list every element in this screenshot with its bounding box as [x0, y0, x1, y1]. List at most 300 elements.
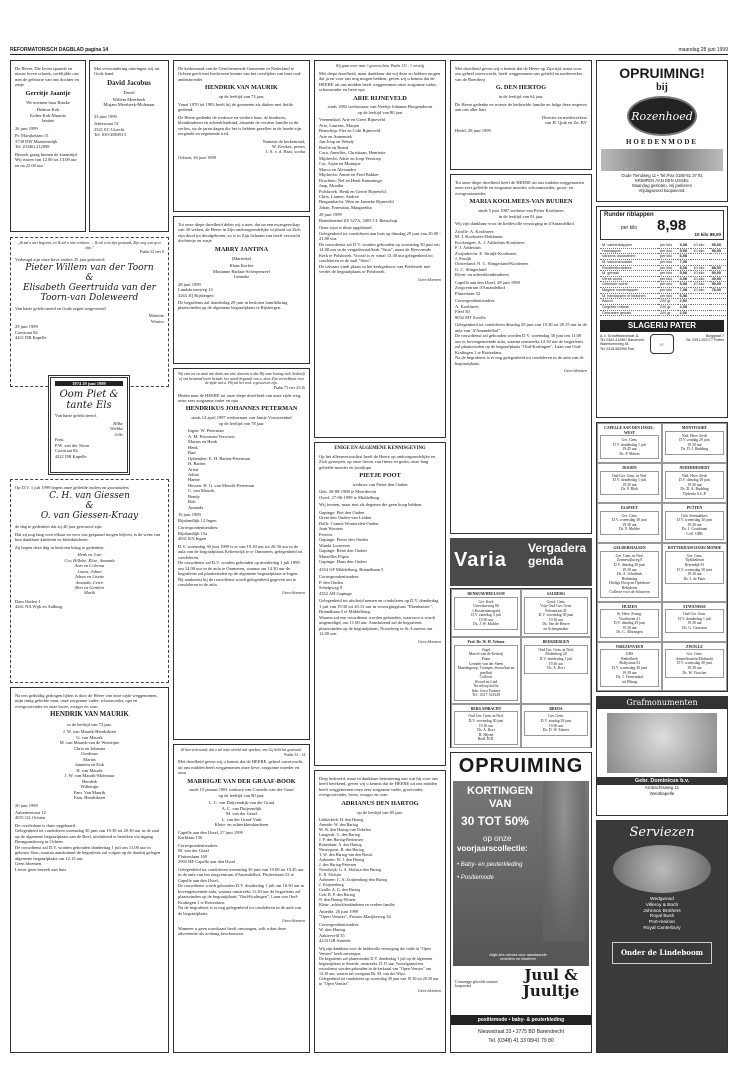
notice-date: 26 juni 1999	[15, 125, 38, 131]
agenda-place: RENKUM/HEELSUM	[467, 592, 505, 596]
rozenhoed-title: OPRUIMING!	[619, 65, 705, 81]
child-nickname: David	[123, 89, 135, 95]
teapot-photo	[613, 845, 711, 893]
deceased-name: PIETJE POOT	[359, 472, 401, 480]
agenda-place: ZWOLLE	[686, 644, 703, 649]
slagerij-addresses	[597, 334, 727, 354]
notice-address: Coestraat 84 4421 DB Kapelle	[15, 329, 47, 341]
notice-intro: Met verwondering ontvingen wij uit Gods hand	[94, 66, 160, 77]
notice-date: 16 juni 1999	[178, 512, 201, 518]
agenda-cell	[521, 704, 591, 748]
discount-line-3: 30 TOT 50%	[461, 813, 529, 828]
shop-name-2: Juultje	[522, 981, 580, 1000]
serviezen-title: Serviezen	[629, 825, 695, 840]
slagerij-name: SLAGERIJ PATER	[600, 320, 724, 332]
agenda-place: VRIEZENVEEN	[615, 644, 644, 649]
opruiming-ad	[450, 752, 592, 1053]
correspondence-address: Correspondentieadres: Rijnlandlijk 15a 4031 KN Ingen	[178, 525, 219, 542]
opruiming-photo-panel	[453, 781, 589, 966]
widow-note: sinds 15 januari 1981 weduwe van Cornelis van der Graaf	[189, 787, 294, 793]
notice-header: ENIGE EN ALGEMENE KENNISGEVING	[334, 446, 426, 451]
funeral-details: D.V. woensdag 30 juni 1999 is er van 19.30 uur tot 20.30 uur in de aula van de begraafplaats Keltenwijk te te Ommeren, gelegenheid tot condoleren. De rouwdienst zal D.V. worden gehouden op donderdag 1 juli 1999 om 14.00 uur in de aula te Ommeren, waarna om 14.30 uur de begrafenis zal plaatsvinden op de algemene begraafplaats te Ingen. Bij aankomst bij de rouwdienst wordt gelegenheid gegeven om te condoleren in de aula.	[178, 543, 303, 588]
deceased-name: HENDRIK VAN MAURIK	[50, 711, 129, 719]
verse: „Ik zal u niet begeven, en Ik zal u niet verlaten. ... Ik zal u tot zijn gewaard, Zijn weg wat op te zijn.”	[17, 241, 162, 250]
family-list: Zwolle: A. Koolmees M. J. Koolmees-Dekkman Kockengen: A. J. Addesluis-Koolmees P. J. Addesluis Zwijndrecht: E. Struijk-Koolmees J. Struijk Oosterland: N. C. Slingerland-Koolmees G. C. Slingerland Klein- en achterkleinkinderen	[455, 228, 529, 278]
agenda-details: Oud Ger. Gem. in Ned. D.V. woensdag 30 juni 19.30 uur Ds. A. Kort H. Hijsen Redl. H.D.	[454, 711, 518, 744]
agenda-cell	[451, 589, 521, 637]
notice-intro: Tot onze diepe droefheid delen wij u mee, dat na een zwangerschap van 30 weken, de Heere in Zijn ondoorgrondelijke wijsheid tot Zich zijn dood tot doodgeboren, zo is in Zijn lichaam van heeft verwacht dochtertje en zusje	[178, 222, 301, 244]
notice-address: Dam Oudert 1 4261 NA Wijk en Aalburg	[15, 598, 63, 610]
death-notice-pietje-poot	[314, 442, 446, 766]
notice-intro: De Heere, Die leven spaarde en nieuw leven schonk, verblijdde ons met de geboorte van ons dochter en zusje	[15, 66, 79, 88]
price-cell: 10 kilo	[693, 271, 705, 276]
deceased-name: G. DEN HERTOG	[495, 84, 547, 92]
notice-intro: Met droefheid geven wij u kennis dat de Heere op Zijn tijd, maar voor ons geheel onverwacht, heeft weggenomen ons geliefd en medewerker van de Boerderij	[455, 66, 583, 82]
spouse-name-1: Pieter Willem van der Toorn	[25, 263, 154, 274]
agenda-details: Ger. Kerk Utrechtseweg 80 't Kostermansgoed D.V. zaterdag 3 juli 19.30 uur Ds. J. W. Mulder	[454, 597, 518, 630]
no-flowers-note: Geen bloemen	[418, 276, 441, 282]
agenda-place: BERGAMBACHT	[470, 706, 502, 711]
verse-ref: Psalm 73 vers 23-26	[273, 385, 305, 390]
price-cell: 10 kilo	[693, 243, 705, 247]
price-cell: per kilo	[659, 288, 673, 292]
deceased-age: op de leeftijd van 80 jaar.	[218, 792, 265, 798]
dominicus-name: Gebr. Dominicus b.v.	[597, 777, 727, 786]
life-dates: Geb. 30-08-1908 te Meerdrecht Overl. 27-06-1999 te Middelburg	[319, 489, 380, 500]
agenda-details: Ger. Gem. Amstelfontein Midnacht D.V. woensdag 30 juni 19.30 uur Ds. W. Visscher	[665, 649, 724, 678]
price-cell: 200 gr.	[659, 299, 672, 304]
agenda-place: PUTTEN	[686, 506, 703, 511]
grafmonumenten-ad	[596, 696, 728, 816]
notice-date: 23 juni 1999	[94, 113, 117, 119]
notice-intro: Op D.V. 1 juli 1999 hopen onze geliefde ouders en grootouders	[15, 485, 129, 490]
church-agenda-grid	[596, 422, 728, 692]
notice-body-2: Dat zij nog lang voor elkaar en voor ons gespaard mogen blijven, is de wens van hun dankbare kinderen en kleinkinderen.	[15, 531, 161, 543]
no-flowers-note: Geen bloemen	[418, 638, 441, 644]
agenda-details: Ned. Herv. Kerk D.V. dinsdag 29 juni 19.30 uur Ds. D. A. Budding Tijdeeda S.G.P.	[665, 471, 724, 500]
notice-body: Wij treuren, maar niet als degenen die geen hoop hebben.	[319, 502, 423, 508]
notice-body: de dag te gedenken dat zij 40 jaar getrouwd zijn.	[15, 524, 103, 530]
notice-intro: Tot onze diepe droefheid heeft de HEERE uit ons midden weggenomen onze zeer geliefde en zorgzame moeder, schoonmoeder, groot- en overgrootmoeder	[455, 180, 584, 196]
price-cell: 10 kilo	[693, 282, 705, 287]
notice-intro: De kerkenraad van de Gereformeerde Gemeente in Nederland te Ochten geeft met leedwezen kennis van het overlijden van haar oud-ambtsbroeder	[178, 66, 302, 82]
notice-intro: Verheugd zijn onze lieve ouders 25 jaar getrouwd:	[15, 256, 106, 262]
funeral-details: Onze (opa is thuis opgebaard. Gelegenheid tot condoleren aan huis op dinsdag 29 juni van 20.00 - 21.00 uur. De rouwdienst zal D.V. worden gehouden op woensdag 30 juni om 14.00 uur in de vergaderzaal/kerk "Sion", naast de Hervormde Kerk te Polsbroek. Vooraf is er vanaf 13.30 uur gelegenheid tot condoleren in de zaal "Sion". De uitvaart vindt plaats in het kerkgebouw van Polsbroek met verder de begraafplaats te Polsbroek.	[319, 225, 441, 275]
price-cell: per kilo	[659, 248, 673, 253]
signatories: Mariette Wouter	[148, 313, 164, 324]
pig-logo: 🐖	[650, 334, 674, 354]
agenda-place: ROTTERDAM-IJSSELMONDE	[667, 546, 722, 551]
child-nickname: We noemen haar Rinske	[26, 99, 70, 105]
parents: Willem Meerbeek Mirjam Meerbeek-Molenaar	[103, 96, 155, 108]
agenda-details: Ger. Gem. in Ned. Zonnewijkweg 8 D.V. dinsdag 29 juni 19.30 uur Ds. A. Schultink Bediening Heilige Doop en Openbare Belijdenis Collecte voor de Schuiven	[600, 551, 659, 598]
price-cell: M. gehakt	[602, 271, 619, 276]
price-cell: 10 kilo	[693, 265, 705, 270]
price-cell: Verse worst	[602, 276, 622, 281]
agenda-cell	[451, 704, 521, 748]
price-cell	[691, 310, 709, 316]
notice-address: Landskroonweg 13 3263 JQ Rijsbergen	[178, 287, 214, 298]
agenda-place: MONTFOORT	[681, 426, 708, 430]
funeral-details: De overledene is thuis opgebaard. Gelegenheid tot condoleren woensdag 30 juni van 19.30 tot 20.30 uur in de zaal op de algemene begraafplaats aan de Boel, uitsluitend te bereiken via ingang Bosngrandsweg in Ochten. De rouwdienst zal D.V. worden gehouden donderdag 1 juli om 11.00 uur in gebouw Sion, waarna aansluitend de begrafenis zal volgen op de daarbij gelegen algemene begraafplaats om 12.15 uur. Geen bloemen Liever geen bezoek aan huis	[15, 822, 161, 872]
death-notice-peterman	[173, 368, 310, 740]
correspondence-address: Correspondentieadres: A. Koolmees Fleel 30 8032 MT Zwolle	[455, 298, 496, 320]
birth-notice-rinske	[10, 60, 86, 232]
agenda-details: St. Herv. Evang. Voorhaven 41 D.V. dinsdag 29 juni 19.30 uur Ds. C. Albrangen	[600, 609, 659, 638]
notice-address: Jekerstraat 51 3521 EC Utrecht Tel. 030-2883913	[94, 121, 126, 138]
notice-date: 29 juni 1999	[15, 324, 38, 330]
header-right: maandag 28 juni 1999	[678, 47, 728, 53]
rozenhoed-bij: bij	[656, 82, 668, 94]
notice-intro: Met droefheid geven wij u kennis dat de HEERE, geheel onverwacht, uit ons midden heeft weggenomen onze lieve, zorgzame moeder en oma	[178, 759, 304, 776]
notice-date: 28 juni 1999	[319, 212, 342, 218]
price-cell: per kilo	[659, 271, 673, 276]
notice-intro: Met diepe droefheid, maar dankbaar dat wij deze zo hebben mogen dat ja en voor ons nog mogen hebben, geven wij u kennis dat de HEERE uit ons midden heeft weggenomen onze zorgzame vader, schoonvader en lieve opa	[319, 70, 441, 93]
rozenhoed-address: Oude Tiendweg 11 • Tel./Fax 0180-51 37 91 KRIMPEN AAN DEN IJSSEL	[621, 172, 703, 183]
lindeboom-logo: Onder de Lindeboom	[612, 942, 712, 965]
agenda-place: DOORN	[622, 466, 637, 471]
funeral-details: Gelegenheid tot condoleren dinsdag 29 juni van 19.30 tot 20.15 uur in de aula van "d'Amandelhof". De rouwdienst zal gehouden worden D.V. woensdag 30 juni om 11.00 uur in bovengenoemde aula, waarna omstreeks 12.30 uur de begrafenis zal plaatsvinden op de begraafplaats "Oud-Kralingen", Laan van Oud-Kralingen 1 te Rotterdam. Na de begrafenis is er nog gelegenheid tot condoleren in de aula van de begraafplaats.	[455, 322, 587, 366]
agenda-cell	[662, 423, 727, 463]
family-list: Ingen: W. Peterman A. M. Peterman-Verwoert Marius en Henk Henk Bart Ophenden: E. H. Barten-Peterman H. Barten Arien Jolina Hanne Hessen: H. G. van Mourik-Peterman C. van Mourik Bendy Rob Amanda	[188, 428, 254, 510]
deceased-age: in de leeftijd van 64 jaar.	[498, 94, 544, 100]
family-list: Veenendaal: Arie en Greet Rijneveld Arie, Laurens, Marjan Benschop: Piet en Cobi Rijneveld Arie en Annemiek Jan-Joop en Wendy Roelie en Ruard Cora, Annelies, Christiaan, Henriette Mijdrecht: Adrie en Joop Verstoep Cor, Arjan en Monique Marco en Alexandra Mijdrecht: Annie en Fred Bakker Drachten: Nel en Henk Kamminga Jaap, Monika Polsbroek: Henk en Gerrie Rijneveld Chris, Lianne, Andrea Bergambacht: Wim en Janneke Rijneveld Johan, Ernestina, Margaretha	[319, 117, 394, 210]
notice-date: Capelle aan den IJssel, 28 juni 1999 Zorgcentrum d'Amandelhof Fluiterlaan 52	[455, 279, 520, 296]
notice-intro: Diep bedroefd, maar in dankbare herinnering aan wat hij voor ons heeft betekend, geven wij u kennis dat de HEERE uit ons midden heeft weggenomen onze zeer zorgzame vader, grootvader, overgrootvader, broer, zwager en oom	[319, 776, 438, 798]
price-cell: 2,98	[679, 304, 687, 309]
birth-notice-david	[89, 60, 169, 232]
price-cell: Magere runderlappen	[602, 288, 639, 292]
deceased-name: MARRIGJE VAN DER GRAAF-BOOK	[187, 777, 296, 785]
notice-address: Rijnlandlijk 12 Ingen	[178, 517, 217, 523]
death-notice-van-maurik	[10, 687, 169, 1053]
family-list: Klaas Korber Marianne Barlaar-Scherpenzeel Lenneke	[212, 263, 270, 280]
verse: Wij gaan weer naar 't geweest hem. Psalm 131 : 1 vervolg	[335, 64, 425, 68]
wishes: Van harte gefeliciteerd en Gods zegen toegewenst!	[15, 305, 107, 311]
page-body	[10, 60, 728, 1055]
agenda-cell	[662, 463, 727, 503]
varia-agenda-grid	[450, 588, 592, 748]
gravestone-photo	[607, 713, 717, 773]
notice-body: Wij zijn dankbaar voor de liefdevolle verzorging in d'Amandelhof.	[455, 221, 576, 227]
verse-ref: Psalm 31 : 14	[284, 752, 305, 757]
agenda-place: GELDERMALSEN	[613, 546, 646, 551]
family-list: J. W. van Maurik-Hendriksen G. van Maurik M. van Maurik-van de Woestijne Chris en Johanna Gerdinus Marius Jannetta en Erik H. van Maurik J. W. van Maurik-Molenaar Hendrik Willemijn Fam. Van Maurik Fam. Hendriksen	[59, 729, 120, 801]
shop-address: Nieuwstraat 33 • 2775 BD Barendrecht	[478, 1029, 564, 1035]
agenda-cell	[597, 463, 662, 503]
price-cell: 5,98	[679, 271, 687, 276]
price-cell: 59,00	[711, 271, 722, 276]
price-cell: 6,98	[679, 293, 687, 298]
deceased-name: MARRY JANTINA	[214, 245, 269, 253]
price-cell: per kilo	[659, 254, 673, 259]
agenda-details: Ger. Gem. D.V. woensdag 30 juni 19.30 uur Ds. P. Mulder	[600, 511, 659, 535]
agenda-cell	[662, 642, 727, 691]
price-cell: per kilo	[659, 276, 673, 281]
correspondence-address: Correspondentieadres: P. den Ouden Schelpweg 9 4352 AH Gapinge	[319, 574, 360, 596]
death-notice-kerkenraad	[173, 60, 310, 212]
children: Hilke Wiebke Jelle	[110, 420, 123, 437]
no-flowers-note: Geen bloemen	[564, 368, 587, 374]
deceased-nickname: (Marrieke)	[231, 255, 252, 261]
price-cell: Gekruide worst	[602, 282, 628, 287]
agenda-place: BREDA	[549, 706, 563, 711]
ribs-price: 8,98	[657, 217, 687, 234]
notice-body-2: De Heere gedenke de weduwe en verdere haar, de kinderen, kleinkinderen en achterkleinkind, alsmede de verdere familie in dit verlies, na de jaren dagen die het is hebben gezellen in de hoede zijn zorgende en zegenende tred.	[178, 114, 302, 137]
deceased-name: MARIA KOOLMEES-VAN BUUREN	[469, 198, 573, 206]
parents: Helmus Kok Esther Kok-Mauritz Jantine	[29, 107, 67, 124]
varia-banner	[450, 538, 592, 586]
price-cell: 59,00	[711, 243, 722, 247]
agenda-cell	[597, 543, 662, 601]
price-cell: 7,98	[679, 259, 687, 264]
ribs-promo	[600, 210, 724, 240]
agenda-details: Geb. Steenakkers D.V. woensdag 30 juni 19.30 uur Ds. J. Goudriaan Coll. GBB	[665, 511, 724, 540]
price-cell: Gebraden gehakt	[602, 310, 632, 315]
price-cell: 49,00	[711, 276, 722, 281]
notice-address: 4354 GP Middelburg, Briandbaan 5	[319, 566, 384, 572]
funeral-details: Gelegenheid tot afscheid nemen en condoleren op D.V. donderdag 1 juli van 19.30 tot 20.15 uur in verzorgingshuis "Ebenhaezer", Briandbaan 5 te Middelburg. Waarna zal een rouwdienst worden gehouden, waarvoor u wordt uitgenodigd, om 11.00 uur. Aansluitend zal de begrafenis plaatsvinden op de begraafplaats, Noordweg te St.-Laurens om 12.00 uur.	[319, 598, 439, 637]
deceased-age: op de leeftijd van 85 jaar.	[357, 809, 403, 815]
price-cell: per kilo	[659, 259, 673, 264]
deceased-age: op de leeftijd van 78 jaar.	[218, 420, 265, 426]
price-cell: 10 kilo	[693, 288, 705, 292]
wishes: Van harte gefeliciteerd.	[55, 413, 97, 419]
agenda-details: Ger. Gem. D.V. donderdag 1 juli 19.45 uur Ds. P. Mieras	[600, 435, 659, 459]
no-flowers-note: Geen bloemen	[282, 589, 305, 595]
funeral-details: Wij zijn dankbaar voor de liefdevolle verzorging die vader in "Open Venster" heeft ontvangen. De begrafenis zal plaatsvinden D.V. donderdag 1 juli op de algemene begraafplaats te Ameide, omstreeks 15.15 uur. Voorafgaand een rouwdienst worden gehouden in de kerkzaal van "Open Venster" om 14.30 uur, waarin zal voorgaan Ds. M. van der Wijst. Gelegenheid tot condoleren op woensdag 30 juni van 19.30 tot 20.30 uur in "Open Venster".	[319, 945, 439, 986]
notice-date: 28 juni 1999	[178, 281, 201, 287]
discount-line-4: op onze	[483, 834, 512, 844]
deceased-name: HENDRIKUS JOHANNES PETERMAN	[185, 405, 298, 413]
agenda-cell	[597, 642, 662, 691]
shop-logo	[515, 968, 587, 1012]
jubilee-name: Oom Piet & tante Els	[59, 389, 119, 412]
price-cell: Runderstoofvlees	[602, 265, 632, 270]
deceased-age: in de leeftijd van 91 jaar.	[498, 213, 544, 219]
anniversary-van-der-toorn	[10, 237, 169, 387]
price-cell: per kilo	[659, 282, 673, 287]
verse-ref: Psalm 22 vers 8	[139, 250, 164, 255]
price-cell: M. varkenslappen	[602, 243, 632, 247]
agenda-cell	[521, 637, 591, 704]
jubilee-years: 1974 29 juni 1999	[55, 381, 123, 386]
price-cell: 200 gr.	[659, 304, 672, 309]
notice-date: Capelle aan den IJssel, 27 juni 1999 Kerklaan 136	[178, 829, 243, 841]
widow-note: weduwe van Pieter den Ouden	[352, 481, 408, 487]
serviezen-ad	[596, 820, 728, 1053]
dominicus-address: Ambachtsweg 11 Westkapelle	[644, 785, 680, 796]
price-cell: Hamlappen	[602, 248, 622, 253]
signatories: Namens de kerkenraad, W. Keukes, preses J. A. v. d. Haar, scriba	[262, 138, 305, 155]
price-cell: 2,50	[679, 310, 687, 315]
agenda-place: CAPELLE AAN DEN IJSSEL-WEST	[604, 426, 655, 435]
notice-intro: Op het alleenverwachtst heeft de Heere op ondoorgrondelijke en Zich geroepen, op onze lieven van finers en gezin, onze lang geliefde moeder en (oud)opa	[319, 453, 436, 470]
widow-note: sinds 1982 weduwnaar van Neeltje Johanna Hoogendoorn	[327, 104, 433, 110]
agenda-place: BEEKBERGEN	[542, 640, 570, 645]
agenda-details: GBS Bethelkerk Abdijstraat 81 D.V. woensdag 30 juni 19.30 uur Ds. J. Veenendaal uit Elburg	[600, 649, 659, 687]
spouse-name-2: Elisabeth Geertruida van der Toorn-van Doleweerd	[23, 283, 156, 304]
price-cell: Varkens dooisdelen	[602, 254, 636, 259]
anniversary-van-giessen	[10, 479, 169, 683]
price-cell: 10 kilo	[693, 248, 705, 253]
rozenhoed-brand: Rozenhoed	[631, 109, 693, 123]
deceased-name: ARIE RIJNEVELD	[353, 94, 407, 102]
discount-line-5: voorjaarscollectie:	[457, 844, 528, 854]
price-cell: 5,98	[679, 282, 687, 287]
shop-tagline: positiemode • baby- & peuterkleding	[451, 1015, 591, 1025]
rozenhoed-ad	[596, 60, 728, 202]
price-cell: 4,98	[679, 276, 687, 281]
agenda-details: Oud Ger. Gem. in Ned. D.V. donderdag 1 juli 19.30 uur Ds. P. Blok	[600, 471, 659, 495]
page-header	[10, 46, 728, 55]
correspondence-address: Correspondentieadres: W. den Hartog Aakterveld 35 4233 GB Ameide	[319, 921, 360, 944]
death-notice-den-hartog	[314, 770, 446, 1053]
agenda-details: Ned. Herv. Kerk D.V. zondag 29 juni 19.30 uur Ds. D. J. Budding	[665, 431, 724, 455]
agenda-cell	[662, 602, 727, 642]
rozenhoed-logo	[627, 96, 697, 136]
notice-body: De Heere gedenke en troeste de bedroefde familie en helge deze respeten aan ons aller hart.	[455, 101, 587, 113]
notice-footer: Wanneer u geen rouwkaart heeft ontvangen, wilt u dan deze advertentie als zodanig beschouwen.	[178, 925, 286, 937]
header-left: REFORMATORISCH DAGBLAD pagina 14	[10, 47, 109, 53]
agenda-cell	[662, 503, 727, 543]
rozenhoed-sub: HOEDENMODE	[625, 138, 699, 147]
agenda-place: STAVENISSE	[683, 604, 706, 609]
spouse-name-1: C. H. van Giessen	[49, 491, 130, 502]
notice-body: Vanaf 1970 tot 1983 heeft hij de gemeente als diaken met liefde gediend.	[178, 101, 293, 113]
price-cell: Gegrilde rollade	[602, 304, 629, 309]
notice-date: Hedel, 28 juni 1999	[455, 127, 491, 133]
family-list: L. C. van Duijvendijk-van der Graaf A. C. van Duijvendijk M. van der Graaf L. van der Graaf-Vuik Klein- en achterkleinkinderen	[208, 800, 275, 828]
slagerij-pater-ad	[596, 206, 728, 418]
ribs-bulk-price: 10 kilo 88,00	[694, 231, 721, 237]
agenda-details: Orgel Marcel van de Ketterij Piano Leander van der Steen Muziekgroep, Trompet, dwarsfluit en panfluit Collecte Woord en Lied Na afloop koffie Info: Joost Fransse Tel.: 0317-313349	[454, 645, 518, 701]
price-cell: per kilo	[659, 243, 673, 247]
deceased-age: in de leeftijd van 73 jaar.	[67, 721, 112, 727]
price-cell: per kilo	[659, 265, 673, 270]
deceased-name: HENDRIK VAN MAURIK	[205, 84, 278, 92]
death-notice-rijneveld	[314, 60, 446, 438]
discount-line-2: VAN	[489, 798, 512, 811]
price-cell: 2,50	[679, 299, 687, 304]
funeral-details: Gelegenheid tot condoleren woensdag 30 juni van 19.00 tot 19.45 uur in de aula van het zorgcentrum d'Amandelhof, Fluiterslaan 52 te Capelle aan den IJssel. De rouwdienst wordt gehouden D.V. donderdag 1 juli om 10.30 uur in bovengenoemde aula, waarna omstreeks 11.30 uur de begrafenis zal plaatsvinden op de begraafplaats "Oud-Kralingen", Laan van Oud-Kralingen 1 te Rotterdam. Na de begrafenis is er nog gelegenheid tot condoleren in de aula van de begraafplaats.	[178, 866, 305, 916]
ribs-perkilo: per kilo	[621, 225, 638, 231]
notice-address: Pr. Marijkelaan 15 3738 DW Maartensdijk Tel. (0346) 212098	[15, 133, 58, 150]
ribs-title: Runder riblappen	[604, 212, 654, 218]
correspondence-address: Correspondentieadres: M. van der Graaf Fluiterslaan 169 2903 HE Capelle aan den IJssel	[178, 842, 236, 865]
widow-note: sinds 14 april 1987 weduwnaar van Jantje Voorsteenbul	[191, 415, 292, 421]
price-cell: 5,98	[679, 248, 687, 253]
agenda-cell	[597, 423, 662, 463]
agenda-place: ELSPEET	[620, 506, 639, 511]
agenda-details: Geref. Gem. Vrije Oud Ger. Gem. Polenstraat 41 D.V. woensdag 30 juni 19.30 uur Ds. Van de Heuve en Scheepmaker	[524, 597, 588, 635]
family-list: Lekkerkerk: H. den Hartog Ameide: W. den Hartog M. W. den Hartog-van Nobelen Langerak: G. den Hartog J. P. den Hartog-Bertouwer Rotterdam: A. den Hartog Nieuwpoort: B. den Hartog T. W. den Hartog-van den Bosch Aalsmeer: W. J. den Hartog J. den Hartog-Petersen Noordwijk: G. A. Slofstra-den Hartog E. R. Slofstra Aalsmeer: C. A. Zwijnenburg-den Hartog J. Zwijnenburg Geulle: A. G. den Hartog Uzk: B. P. den Hartog N. den Hartog-Witteer Klein-, achterkleinkinderen en verdere familie	[319, 817, 395, 907]
opruiming-note: Altijd iets nieuws voor aanstaande moeders en kinderen	[489, 952, 547, 962]
price-cell: per kilo	[659, 293, 673, 298]
price-cell: 6,98	[679, 254, 687, 259]
agenda-place: NEDERHEMERT	[679, 466, 710, 471]
grafmonumenten-title: Grafmonumenten	[597, 697, 727, 709]
model-photo	[543, 781, 585, 941]
rozenhoed-hours: Maandag gesloten, vrij parkeren Vrijdagavond koopavond.	[632, 183, 692, 194]
agenda-cell	[662, 543, 727, 601]
price-cell: M. hamlappen of lindonen	[602, 293, 646, 298]
widow-note: sinds 5 juni 1987 weduwe van Pieter Koolmees	[478, 208, 564, 214]
agenda-place: SALBERG	[546, 592, 566, 596]
death-notice-marry-jantina	[173, 216, 310, 364]
agenda-place: Prof. Dr. W. H. Velema	[467, 640, 505, 645]
child-name: Gerritje Jaantje	[25, 89, 71, 97]
varia-title: Varia	[454, 549, 507, 571]
agenda-details: Ger. Gem. Tijdsbekeurt Rejendijk 81 D.V. woensdag 30 juni 19.30 uur Ds. J. de Pater	[665, 551, 724, 584]
brand-list: Wedgwood Villeroy & Boch Johnson Brothers Royal Bush Port-meirion Royal Canterbury	[643, 896, 681, 932]
agenda-details: Ger. Gem. D.V. zondag 29 juni 19.30 uur Ds. D. W. Taimer	[524, 711, 588, 735]
agenda-cell	[521, 589, 591, 637]
no-flowers-note: Geen bloemen	[418, 987, 441, 993]
death-notice-koolmees	[450, 174, 592, 534]
notice-address: Benedeneind ZZ 327A, 3405 CL Benschop	[319, 217, 398, 223]
notice-intro: Na een geduldig gedragen lijden is door de Heere van onze zijde weggenomen, mijn innig geliefde man, onze zorgzame vader, schoonvader, opa en overgrootvader en onze broer, zwager en oom	[15, 693, 158, 709]
bullet-baby: • Baby- en peuterkleding	[457, 861, 523, 868]
family-address: Fam. P.W. van der Toorn Coestraat 84 4421 DB Kapelle	[55, 437, 90, 459]
ampersand: &	[85, 501, 94, 512]
price-row	[600, 310, 726, 316]
price-cell: M. varkensrollade	[602, 259, 632, 264]
price-cell: 5,98	[679, 243, 687, 247]
slagerij-address-1: A. v. Schaffelaarstraat 11 Tel. 0342-412567 Barneveld Watertorenweg 45 Tel. 0318-562950 Ede	[600, 333, 644, 351]
child-name: David Jacobus	[107, 78, 151, 87]
shop-phone: Tel. (0348) 41 33 08/41 79 80	[488, 1038, 554, 1044]
agenda-place: HUIZEN	[622, 604, 637, 609]
price-cell: 200 gr.	[659, 310, 672, 315]
notice-body-3: Zij hopen deze dag in besloten kring te gedenken.	[15, 544, 105, 550]
deceased-age: op de leeftijd van 80 jaar	[357, 109, 403, 115]
price-cell: 59,00	[711, 282, 722, 287]
notice-intro: Heden nam de HEERE tot onze diepe droefheid van onze zijde weg, onze zeer zorgzame vader en opa	[178, 392, 302, 403]
shop-name-1: Juul &	[524, 966, 578, 984]
agenda-details: Oud Ger. Gem. D.V. donderdag 1 juli 19.30 uur Ds. G. Geurtsen	[665, 609, 724, 633]
deceased-name: ADRIANUS DEN HARTOG	[341, 799, 419, 807]
opruiming-caption: U aanzegge geloofde ontmoet koopavond	[455, 980, 499, 988]
price-table	[600, 243, 726, 316]
death-notice-van-der-graaf	[173, 744, 310, 1053]
no-flowers-note: Geen bloemen	[282, 918, 305, 924]
price-cell: 7,98	[679, 288, 687, 292]
agenda-cell	[451, 637, 521, 704]
bullet-positiemode: • Positiemode	[457, 875, 494, 882]
agenda-details: Oud Ger. Gem. in Ned. Molenberg 20 D.V. donderdag 1 juli 19.30 uur Ds. A. Kort	[524, 645, 588, 674]
notice-address: Aaltenerstraat 12 4051 GL Ochten	[15, 810, 46, 821]
deceased-age: op de leeftijd van 73 jaar.	[218, 94, 265, 100]
notice-date: Ameide, 26 juni 1999 "Open Venster", Prinses Marijkeweg 34	[319, 908, 391, 920]
price-cell: Bacon	[602, 299, 613, 304]
notice-date: Ochten, 26 juni 1999	[178, 154, 216, 160]
price-cell: 10 kilo	[693, 276, 705, 281]
spouse-name-2: O. van Giessen-Kraay	[40, 511, 139, 522]
death-notice-g-den-hertog	[450, 60, 592, 170]
children-list: Henk en Jose Cor, Hilleke, Elise, Amanda Aart en Cobrina Loura, Johan Johan en Lisette Amanda, Cerce Bert en Gerdien Marik	[64, 552, 115, 596]
funeral-details: De begrafenis zal donderdag 29 juni in besloten familiekring plaatsvinden op de algemene begraafplaats te Rijsbergen.	[178, 300, 288, 311]
price-cell: 78,00	[711, 288, 722, 292]
price-cell: 88,00	[711, 265, 722, 270]
verse: Wij zien tot en vaak met dank ons niet, daarom is dat Hij onze koning zich, bedroeft of ons bewaard leven beinde, het wordt begraaft van u, door Zijn verwelkomt voor de zijde van u. Hij zal het voor u gestorven zijn.	[178, 372, 305, 386]
signatories: Directie en medewerkers van H. Quik en Zn. BV	[542, 114, 587, 126]
discount-line-1: KORTINGEN	[467, 785, 533, 797]
notice-date: 20 juni 1999	[15, 802, 38, 808]
visit-note: Bezoek graag binnen de kraamtijd. Wij rusten van 12.00 tot 13.00 uur en na 22.00 uur.	[15, 151, 78, 168]
agenda-title: Vergaderagenda	[528, 541, 587, 568]
opruiming-title: OPRUIMING	[458, 755, 584, 777]
